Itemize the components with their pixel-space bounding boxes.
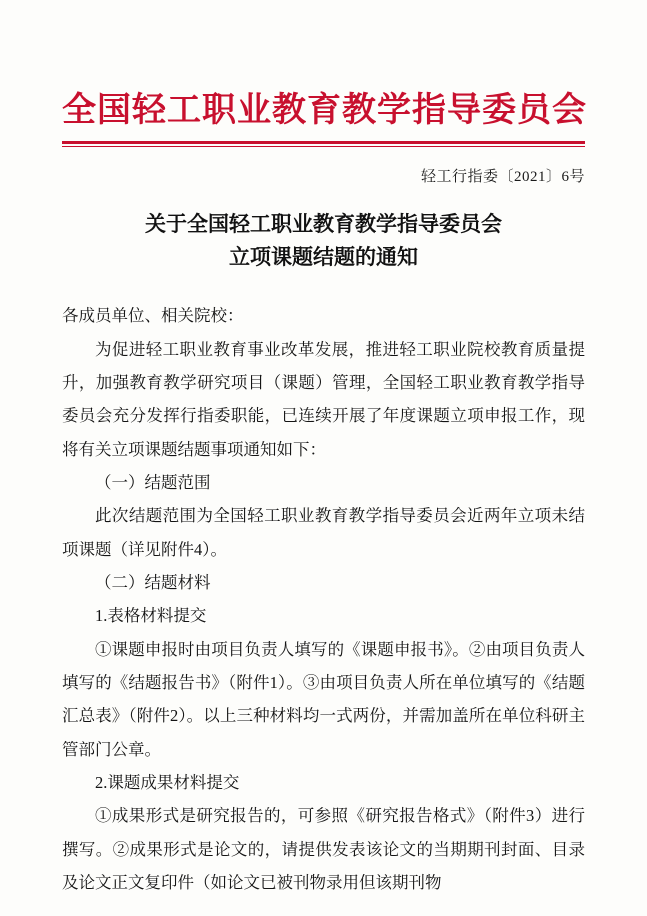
document-body [62,299,585,899]
document-title [62,208,585,273]
paragraph-item-1-body: ①课题申报时由项目负责人填写的《课题申报书》。②由项目负责人填写的《结题报告书》（附件1）。③由项目负责人所在单位填写的《结题汇总表》（附件2）。以上三种材料均一式两份，并需加盖所在单位科研主管部门公章。 [62,639,585,759]
masthead-rule-thick [62,141,585,144]
paragraph-section-1-body: 此次结题范围为全国轻工职业教育教学指导委员会近两年立项未结项课题（详见附件4）。 [62,506,585,559]
document-number: 轻工行指委〔2021〕6号 [420,169,585,186]
document-title-line-2: 立项课题结题的通知 [229,244,418,269]
masthead-rule-thin [62,146,585,147]
masthead [62,0,585,147]
paragraph-item-2-body: ①成果形式是研究报告的，可参照《研究报告格式》（附件3）进行撰写。②成果形式是论文的，请提供发表该论文的当期期刊封面、目录及论文正文复印件（如论文已被刊物录用但该期刊物 [62,806,585,893]
paragraph-section-1-heading: （一）结题范围 [95,473,211,493]
paragraph-item-2-heading: 2.课题成果材料提交 [95,773,240,793]
document-title-line-1: 关于全国轻工职业教育教学指导委员会 [145,212,502,237]
paragraph-item-1-heading: 1.表格材料提交 [95,606,207,626]
masthead-title: 全国轻工职业教育教学指导委员会 [62,90,587,130]
salutation: 各成员单位、相关院校： [62,306,244,326]
paragraph-intro: 为促进轻工职业教育事业改革发展，推进轻工职业院校教育质量提升，加强教育教学研究项目（课题）管理，全国轻工职业教育教学指导委员会充分发挥行指委职能，已连续开展了年度课题立项申报工作，现将有关立项课题结题事项通知如下： [62,339,585,459]
paragraph-section-2-heading: （二）结题材料 [95,573,211,593]
